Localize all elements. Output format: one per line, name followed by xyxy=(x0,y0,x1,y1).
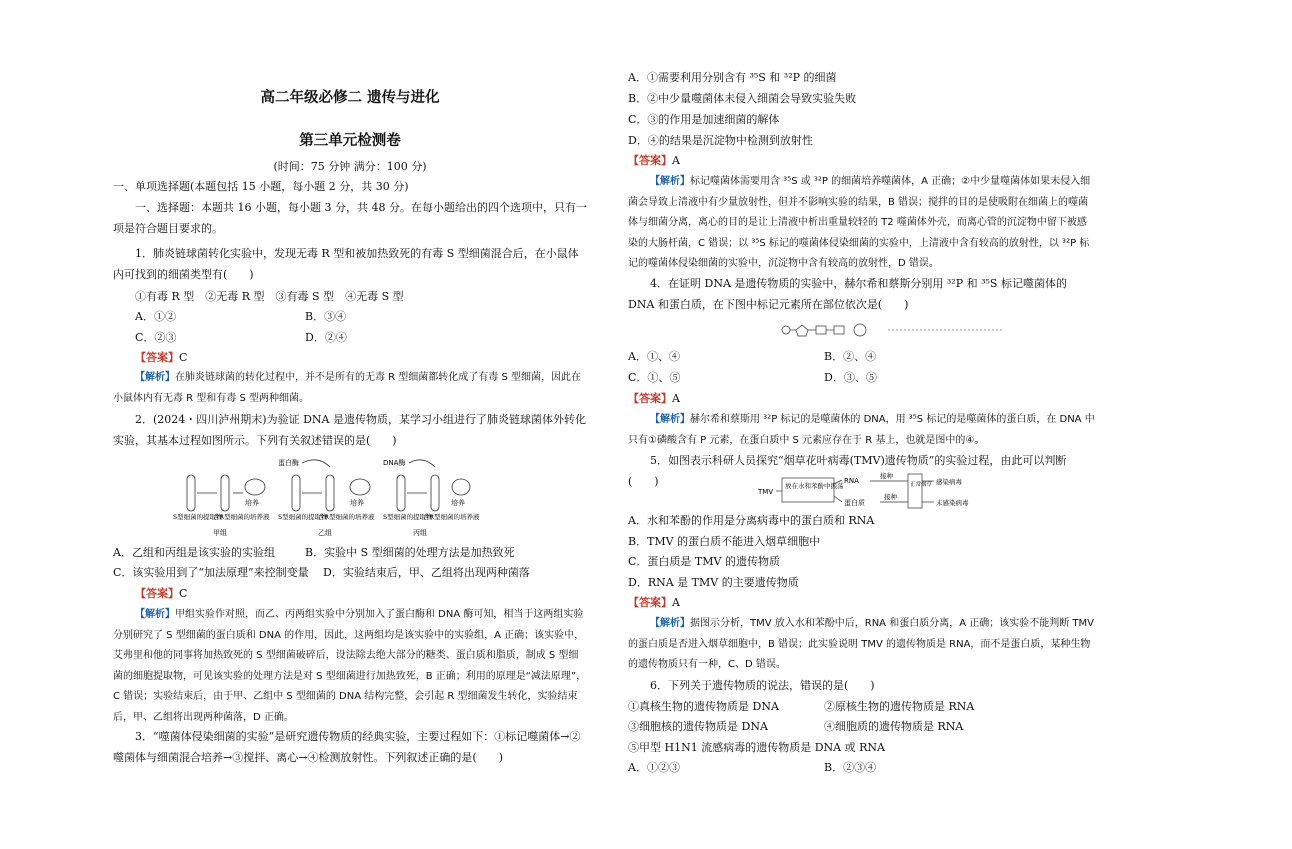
fig-group-2: 乙组 xyxy=(318,529,332,537)
q5-explanation: 【解析】据图示分析，TMV 放入水和苯酚中后，RNA 和蛋白质分离，A 正确；该实验不能判断 TMV 的蛋白质是否进入烟草细胞中，B 错误；此实验说明 TMV 的遗传物质是 RNA，而不是蛋白质，某种生物的遗传物质只有一种，C、D 错误。 xyxy=(628,618,1094,670)
fig-dnase-label: DNA酶 xyxy=(383,459,406,467)
q1-answer: 【答案】C xyxy=(135,351,188,364)
fig-culture-label-2: 培养 xyxy=(350,499,364,507)
fig5-rna-label: RNA xyxy=(844,477,859,485)
question-1-items: ①有毒 R 型 ②无毒 R 型 ③有毒 S 型 ④无毒 S 型 xyxy=(135,290,404,303)
fig-s-extract-label-1: S型细菌的提取物 xyxy=(173,513,223,521)
page-title: 高二年级必修二 遗传与进化 xyxy=(260,89,440,106)
fig-r-culture-label-3: 含R型细菌的培养液 xyxy=(423,513,480,521)
q3-answer: 【答案】A xyxy=(628,154,680,167)
q5-option-b: B．TMV 的蛋白质不能进入烟草细胞中 xyxy=(628,535,821,548)
q1-option-d: D．②④ xyxy=(305,331,347,344)
fig-r-culture-label-1: 含R型细菌的培养液 xyxy=(213,513,270,521)
q1-explanation: 【解析】在肺炎链球菌的转化过程中，并不是所有的无毒 R 型细菌都转化成了有毒 S 型细菌，因此在小鼠体内有无毒 R 型和有毒 S 型两种细菌。 xyxy=(113,372,582,404)
question-3: 3．“噬菌体侵染细菌的实验”是研究遗传物质的经典实验，主要过程如下：①标记噬菌体→②噬菌体与细菌混合培养→③搅拌、离心→④检测放射性。下列叙述正确的是( ) xyxy=(113,730,581,764)
fig5-tobacco-label: 正常烟草 xyxy=(910,482,933,488)
q4-option-b: B．②、④ xyxy=(824,350,877,363)
q5-option-d: D．RNA 是 TMV 的主要遗传物质 xyxy=(628,576,799,589)
q1-option-b: B．③④ xyxy=(305,310,347,323)
q1-option-a: A．①② xyxy=(135,310,176,323)
exam-info: (时间：75 分钟 满分：100 分) xyxy=(273,160,427,173)
q3-option-a: A．①需要利用分别含有 ³⁵S 和 ³²P 的细菌 xyxy=(628,71,837,84)
question-2: 2．(2024・四川泸州期末)为验证 DNA 是遗传物质，某学习小组进行了肺炎链球菌体外转化实验，其基本过程如图所示。下列有关叙述错误的是( ) xyxy=(113,413,586,447)
q5-option-a: A．水和苯酚的作用是分离病毒中的蛋白质和 RNA xyxy=(628,514,875,527)
q2-answer: 【答案】C xyxy=(135,587,188,600)
group-jia xyxy=(173,475,270,537)
q3-explanation: 【解析】标记噬菌体需要用含 ³⁵S 或 ³²P 的细菌培养噬菌体，A 正确；②中少量噬菌体如果未侵入细菌会导致上清液中有少量放射性，但并不影响实验的结果，B 错误；搅拌的目的是使吸附在细菌上的噬菌体与细菌分离，离心的目的是让上清液中析出重量较轻的 T2 噬菌体外壳，而离心管的沉淀物中留下被感染的大肠杆菌，C 错误；以 ³⁵S 标记的噬菌体侵染细菌的实验中，上清液中含有较高的放射性，以 ³²P 标记的噬菌体侵染细菌的实验中，沉淀物中含有较高的放射性，D 错误。 xyxy=(628,176,1091,269)
question-5: 5．如图表示科研人员探究“烟草花叶病毒(TMV)遗传物质”的实验过程，由此可以判断( ) xyxy=(628,454,1067,488)
q1-option-c: C．②③ xyxy=(135,331,177,344)
fig5-protein-label: 蛋白质 xyxy=(844,499,865,507)
fig-group-1: 甲组 xyxy=(213,529,227,537)
q3-option-b: B．②中少量噬菌体未侵入细菌会导致实验失败 xyxy=(628,92,857,105)
q2-option-b: B．实验中 S 型细菌的处理方法是加热致死 xyxy=(305,546,515,559)
fig5-uninfected-label: 未感染病毒 xyxy=(936,499,969,507)
q2-option-a: A．乙组和丙组是该实验的实验组 xyxy=(113,546,275,559)
fig5-tmv-label: TMV xyxy=(758,488,774,496)
q6-option-a: A．①②③ xyxy=(628,761,680,774)
q4-answer: 【答案】A xyxy=(628,392,680,405)
q6-item-1: ①真核生物的遗传物质是 DNA xyxy=(628,700,779,713)
q2-option-c: C．该实验用到了“加法原理”来控制变量 xyxy=(113,566,309,579)
tmv-experiment-figure xyxy=(758,472,1018,510)
q6-option-b: B．②③④ xyxy=(824,761,877,774)
fig-s-extract-label-2: S型细菌的提取物 xyxy=(278,513,328,521)
nucleotide-amino-acid-figure xyxy=(778,318,1008,342)
transformation-experiment-figure xyxy=(173,457,480,539)
fig-culture-label-3: 培养 xyxy=(451,499,465,507)
q4-explanation: 【解析】赫尔希和蔡斯用 ³²P 标记的是噬菌体的 DNA，用 ³⁵S 标记的是噬菌体的蛋白质，在 DNA 中只有①磷酸含有 P 元素，在蛋白质中 S 元素应存在于 R 基上，也就是图中的④。 xyxy=(628,414,1095,446)
section-intro: 一、选择题：本题共 16 小题，每小题 3 分，共 48 分。在每小题给出的四个选项中，只有一项是符合题目要求的。 xyxy=(113,201,587,235)
fig-r-culture-label-2: 含R型细菌的培养液 xyxy=(318,513,375,521)
fig-s-extract-label-3: S型细菌的提取物 xyxy=(383,513,433,521)
q6-item-3: ③细胞核的遗传物质是 DNA xyxy=(628,720,768,733)
fig5-infected-label: 感染病毒 xyxy=(936,478,962,486)
q6-item-5: ⑤甲型 H1N1 流感病毒的遗传物质是 DNA 或 RNA xyxy=(628,741,885,754)
q4-option-a: A．①、④ xyxy=(628,350,680,363)
q2-option-d: D．实验结束后，甲、乙组将出现两种菌落 xyxy=(323,566,530,579)
fig5-step-label: 放在水和苯酚中振荡 xyxy=(785,482,844,490)
fig-protease-label: 蛋白酶 xyxy=(278,459,299,467)
fig5-inoculate-label-2: 接种 xyxy=(884,493,897,501)
q3-option-c: C．③的作用是加速细菌的解体 xyxy=(628,113,780,126)
question-1: 1．肺炎链球菌转化实验中，发现无毒 R 型和被加热致死的有毒 S 型细菌混合后，在小鼠体内可找到的细菌类型有( ) xyxy=(113,247,579,281)
q3-option-d: D．④的结果是沉淀物中检测到放射性 xyxy=(628,134,813,147)
q5-answer: 【答案】A xyxy=(628,596,680,609)
group-bing xyxy=(383,458,480,537)
question-6: 6．下列关于遗传物质的说法，错误的是( ) xyxy=(650,679,875,692)
q6-item-2: ②原核生物的遗传物质是 RNA xyxy=(824,700,975,713)
q2-explanation: 【解析】甲组实验作对照，而乙、丙两组实验中分别加入了蛋白酶和 DNA 酶可知，相当于这两组实验分别研究了 S 型细菌的蛋白质和 DNA 的作用，因此，这两组均是该实验中的实验组，A 正确；该实验中，艾弗里和他的同事将加热致死的 S 型细菌破碎后，设法除去绝大部分的糖类、蛋白质和脂质，制成 S 型细菌的细胞提取物，可见该实验的处理方法是对 S 型细菌进行加热致死，B 正确；利用的原理是“减法原理”，C 错误；实验结束后，由于甲、乙组中 S 型细菌的 DNA 结构完整，会引起 R 型细菌发生转化，实验结束后，甲、乙组将出现两种菌落，D 正确。 xyxy=(113,609,587,723)
q6-item-4: ④细胞质的遗传物质是 RNA xyxy=(824,720,964,733)
fig-group-3: 丙组 xyxy=(413,529,427,537)
page-subtitle: 第三单元检测卷 xyxy=(299,132,401,149)
fig5-inoculate-label-1: 接种 xyxy=(880,472,893,480)
question-4: 4．在证明 DNA 是遗传物质的实验中，赫尔希和蔡斯分别用 ³²P 和 ³⁵S 标记噬菌体的 DNA 和蛋白质，在下图中标记元素所在部位依次是( ) xyxy=(628,277,1067,311)
q4-option-c: C．①、⑤ xyxy=(628,371,681,384)
fig-culture-label-1: 培养 xyxy=(245,499,259,507)
q4-option-d: D．③、⑤ xyxy=(824,371,877,384)
q5-option-c: C．蛋白质是 TMV 的遗传物质 xyxy=(628,555,780,568)
group-yi xyxy=(278,458,375,537)
section-heading: 一、单项选择题(本题包括 15 小题，每小题 2 分，共 30 分) xyxy=(113,180,409,193)
